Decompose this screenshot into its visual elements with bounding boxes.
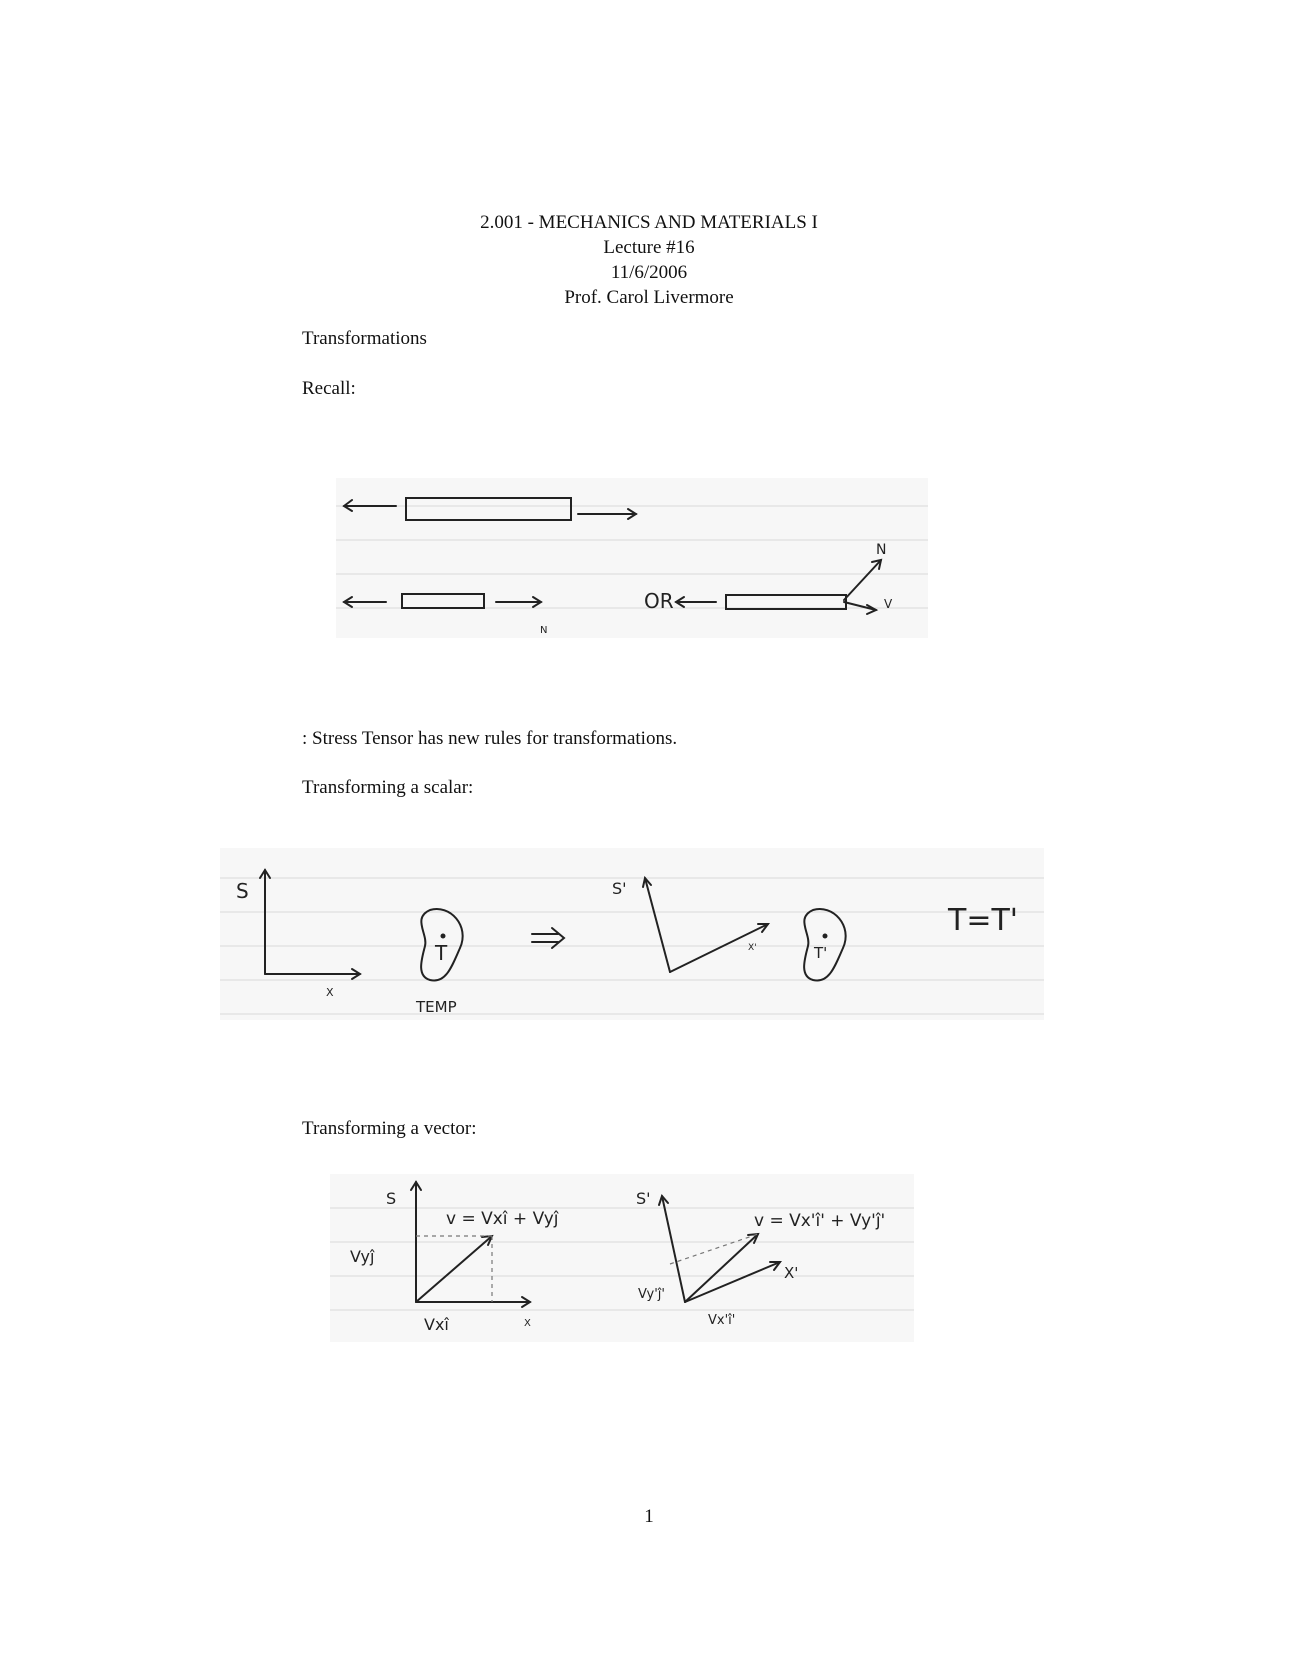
scalar-heading: Transforming a scalar: <box>302 777 474 798</box>
normal-label: N <box>876 542 887 558</box>
shear-label: V <box>884 597 893 611</box>
x-prime-axis-label: X' <box>784 1264 799 1282</box>
recall-label: Recall: <box>302 378 356 399</box>
page-number: 1 <box>644 1506 654 1527</box>
vector-equation-left: v = Vxî + Vyĵ <box>446 1209 559 1229</box>
vx-component-label: Vxî <box>424 1315 449 1334</box>
temperature-prime-label: T' <box>814 944 828 962</box>
vector-sketch-drawing <box>330 1174 914 1342</box>
s-prime-axis-label: S' <box>636 1189 651 1208</box>
vector-heading: Transforming a vector: <box>302 1118 477 1139</box>
instructor-name: Prof. Carol Livermore <box>564 287 734 308</box>
lecture-number: Lecture #16 <box>603 237 695 258</box>
stress-tensor-note: : Stress Tensor has new rules for transformations. <box>302 728 678 749</box>
vector-equation-right: v = Vx'î' + Vy'ĵ' <box>754 1211 886 1231</box>
recall-sketch <box>336 478 928 638</box>
temp-caption: TEMP <box>416 998 457 1016</box>
lecture-date: 11/6/2006 <box>610 262 688 283</box>
recall-sketch-drawing <box>336 478 928 638</box>
scalar-sketch <box>220 848 1044 1020</box>
x-prime-axis-label: X' <box>748 943 757 953</box>
vy-component-label: Vyĵ <box>350 1247 375 1266</box>
s-axis-label: S <box>386 1189 397 1208</box>
or-label: OR <box>644 589 674 613</box>
n-small-label: N <box>540 625 548 636</box>
s-prime-axis-label: S' <box>612 879 627 898</box>
vector-sketch <box>330 1174 914 1342</box>
vx-prime-component-label: Vx'î' <box>708 1313 736 1328</box>
section-heading: Transformations <box>302 328 427 349</box>
vy-prime-component-label: Vy'ĵ' <box>638 1287 665 1302</box>
temperature-label: T <box>435 941 448 965</box>
s-axis-label: S <box>236 879 249 903</box>
equality-equation: T=T' <box>948 903 1019 938</box>
scalar-sketch-drawing <box>220 848 1044 1020</box>
document-header <box>0 210 1298 310</box>
x-axis-label: X <box>326 986 334 999</box>
x-axis-label: X <box>524 1318 531 1329</box>
course-title: 2.001 - MECHANICS AND MATERIALS I <box>480 212 818 233</box>
